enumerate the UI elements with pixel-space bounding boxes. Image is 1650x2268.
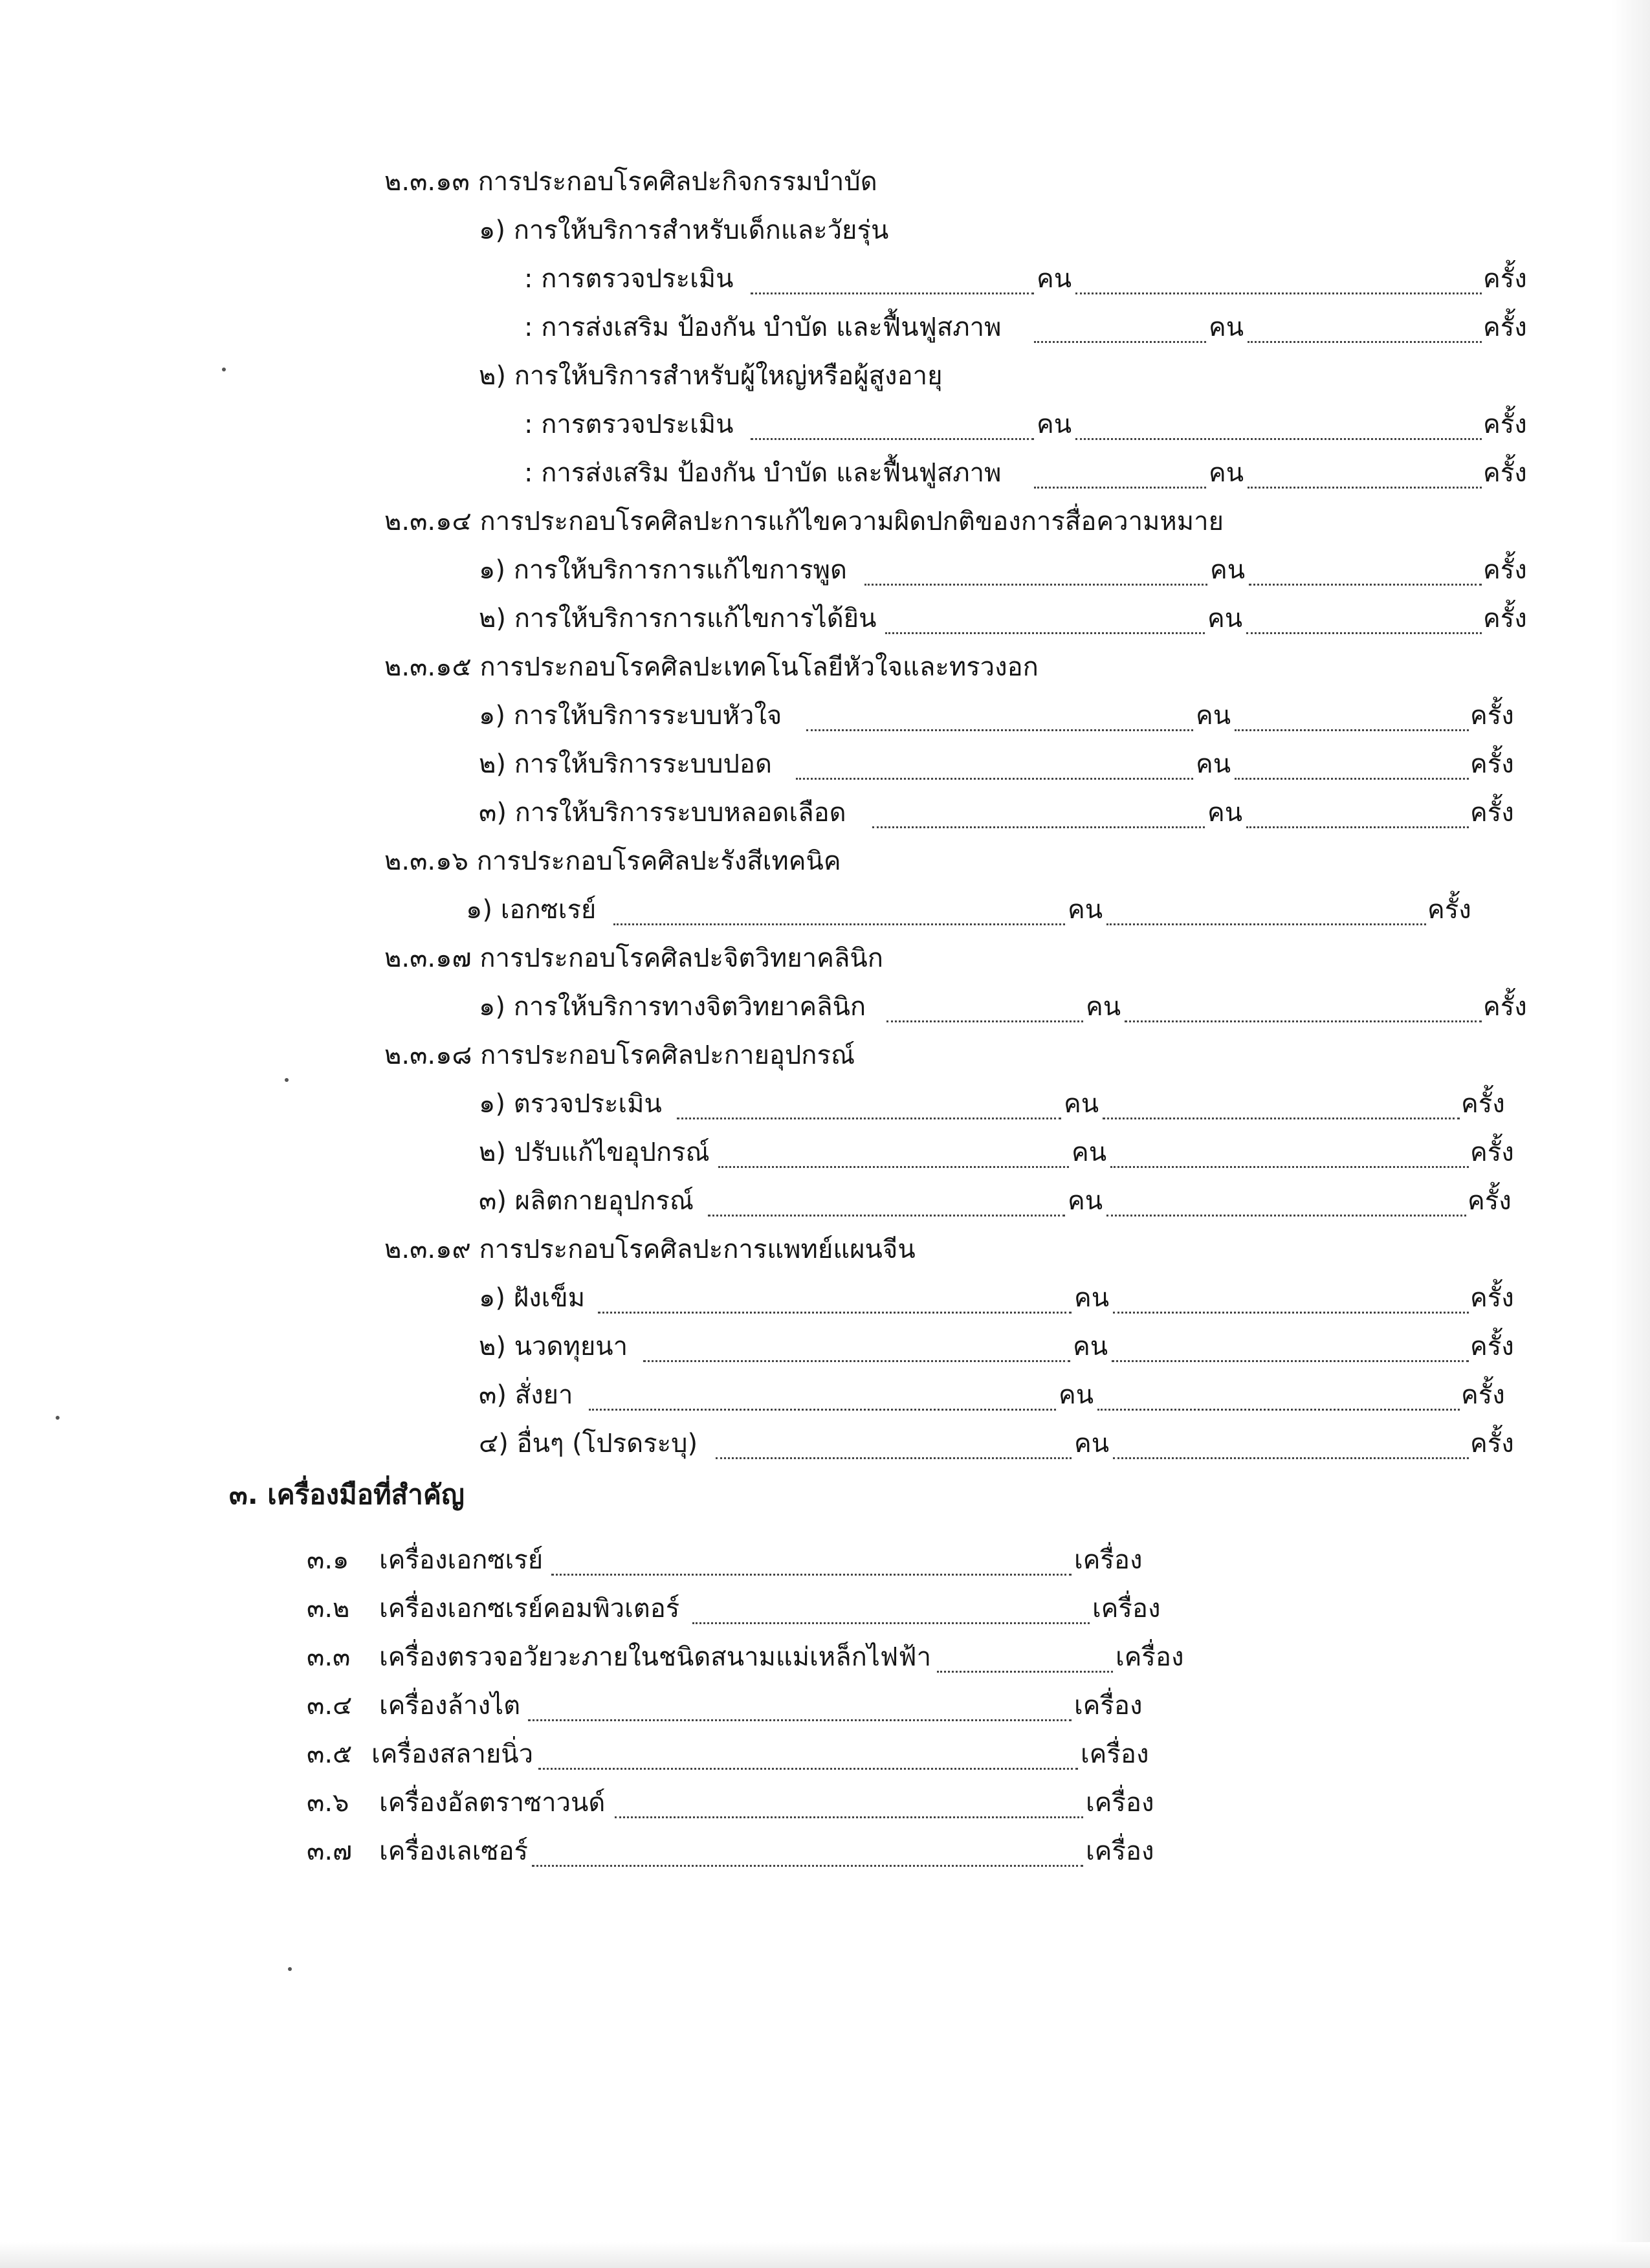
equipment-label: เครื่องสลายนิ่ว: [371, 1739, 534, 1769]
unit-times: ครั้ง: [1461, 1089, 1505, 1119]
unit-person: คน: [1209, 458, 1244, 488]
unit-machine: เครื่อง: [1086, 1836, 1154, 1866]
section-heading: ๒.๓.๑๖ การประกอบโรคศิลปะรังสีเทคนิค: [384, 846, 841, 876]
unit-times: ครั้ง: [1470, 1283, 1514, 1313]
unit-person: คน: [1086, 992, 1121, 1022]
equipment-label: เครื่องเอกซเรย์: [379, 1545, 544, 1575]
section-heading: ๒.๓.๑๗ การประกอบโรคศิลปะจิตวิทยาคลินิก: [384, 943, 883, 973]
times-count-field[interactable]: [1106, 1196, 1466, 1217]
times-count-field[interactable]: [1112, 1342, 1469, 1362]
machine-count-field[interactable]: [532, 1847, 1083, 1867]
scan-shadow-bottom: [0, 2242, 1650, 2268]
item-label: ๑) ตรวจประเมิน: [479, 1089, 662, 1119]
equipment-number: ๓.๕: [307, 1739, 353, 1769]
unit-machine: เครื่อง: [1086, 1788, 1154, 1818]
unit-machine: เครื่อง: [1081, 1739, 1149, 1769]
unit-times: ครั้ง: [1483, 458, 1527, 488]
unit-times: ครั้ง: [1483, 604, 1527, 633]
scan-speck: [222, 368, 226, 371]
equipment-label: เครื่องเลเซอร์: [379, 1836, 528, 1866]
person-count-field[interactable]: [864, 566, 1207, 586]
times-count-field[interactable]: [1249, 566, 1482, 586]
unit-times: ครั้ง: [1461, 1380, 1505, 1410]
times-count-field[interactable]: [1113, 1439, 1469, 1459]
times-count-field[interactable]: [1248, 468, 1482, 489]
person-count-field[interactable]: [613, 905, 1065, 925]
equipment-number: ๓.๔: [307, 1691, 353, 1721]
scan-speck: [56, 1416, 60, 1420]
scan-shadow-right: [1611, 0, 1650, 2268]
equipment-label: เครื่องตรวจอวัยวะภายในชนิดสนามแม่เหล็กไฟฟ้า: [379, 1642, 932, 1672]
unit-machine: เครื่อง: [1074, 1691, 1143, 1721]
person-count-field[interactable]: [1034, 468, 1206, 489]
unit-person: คน: [1207, 798, 1243, 828]
equipment-section-heading: ๓. เครื่องมือที่สำคัญ: [229, 1479, 465, 1510]
item-label: : การส่งเสริม ป้องกัน บำบัด และฟื้นฟูสภาพ: [524, 458, 1002, 488]
item-label: ๓) การให้บริการระบบหลอดเลือด: [479, 798, 846, 828]
item-label: ๑) การให้บริการทางจิตวิทยาคลินิก: [479, 992, 866, 1022]
scan-speck: [288, 1967, 292, 1971]
item-label: : การตรวจประเมิน: [524, 410, 734, 439]
person-count-field[interactable]: [598, 1294, 1072, 1314]
times-count-field[interactable]: [1248, 323, 1482, 343]
person-count-field[interactable]: [751, 274, 1034, 294]
unit-times: ครั้ง: [1483, 992, 1527, 1022]
person-count-field[interactable]: [872, 808, 1205, 828]
unit-machine: เครื่อง: [1092, 1594, 1161, 1624]
times-count-field[interactable]: [1125, 1002, 1482, 1022]
equipment-number: ๓.๗: [307, 1836, 353, 1866]
item-label: ๒) นวดทุยนา: [479, 1332, 628, 1361]
unit-times: ครั้ง: [1427, 895, 1471, 925]
item-label: ๑) การให้บริการการแก้ไขการพูด: [479, 555, 847, 585]
times-count-field[interactable]: [1075, 420, 1482, 440]
person-count-field[interactable]: [589, 1391, 1056, 1411]
unit-person: คน: [1074, 1429, 1110, 1459]
person-count-field[interactable]: [796, 760, 1193, 780]
unit-times: ครั้ง: [1483, 410, 1527, 439]
unit-times: ครั้ง: [1470, 1429, 1514, 1459]
unit-person: คน: [1068, 1186, 1103, 1216]
section-heading: ๒.๓.๑๕ การประกอบโรคศิลปะเทคโนโลยีหัวใจและทรวงอก: [384, 652, 1039, 682]
machine-count-field[interactable]: [551, 1556, 1072, 1576]
times-count-field[interactable]: [1106, 905, 1426, 925]
item-label: : การตรวจประเมิน: [524, 264, 734, 294]
person-count-field[interactable]: [708, 1196, 1065, 1217]
person-count-field[interactable]: [1034, 323, 1206, 343]
times-count-field[interactable]: [1246, 614, 1482, 634]
unit-person: คน: [1064, 1089, 1099, 1119]
item-label: ๑) เอกซเรย์: [466, 895, 597, 925]
item-label: ๒) ปรับแก้ไขอุปกรณ์: [479, 1138, 710, 1167]
item-label: ๓) สั่งยา: [479, 1380, 573, 1410]
unit-times: ครั้ง: [1470, 1332, 1514, 1361]
unit-times: ครั้ง: [1468, 1186, 1512, 1216]
person-count-field[interactable]: [716, 1439, 1072, 1459]
machine-count-field[interactable]: [615, 1798, 1083, 1818]
unit-times: ครั้ง: [1470, 749, 1514, 779]
item-label: ๑) การให้บริการสำหรับเด็กและวัยรุ่น: [479, 215, 889, 245]
equipment-label: เครื่องอัลตราซาวนด์: [379, 1788, 606, 1818]
section-heading: ๒.๓.๑๔ การประกอบโรคศิลปะการแก้ไขความผิดปกติของการสื่อความหมาย: [384, 507, 1224, 536]
times-count-field[interactable]: [1235, 711, 1469, 731]
equipment-number: ๓.๑: [307, 1545, 349, 1575]
person-count-field[interactable]: [885, 614, 1205, 634]
unit-person: คน: [1073, 1332, 1108, 1361]
unit-times: ครั้ง: [1483, 313, 1527, 342]
equipment-label: เครื่องล้างไต: [379, 1691, 521, 1721]
times-count-field[interactable]: [1075, 274, 1482, 294]
times-count-field[interactable]: [1103, 1099, 1460, 1119]
unit-times: ครั้ง: [1483, 264, 1527, 294]
machine-count-field[interactable]: [692, 1604, 1090, 1624]
person-count-field[interactable]: [751, 420, 1034, 440]
unit-person: คน: [1209, 313, 1244, 342]
unit-person: คน: [1037, 410, 1072, 439]
unit-person: คน: [1037, 264, 1072, 294]
equipment-number: ๓.๒: [307, 1594, 350, 1624]
person-count-field[interactable]: [643, 1342, 1070, 1362]
times-count-field[interactable]: [1097, 1391, 1460, 1411]
machine-count-field[interactable]: [937, 1653, 1113, 1673]
person-count-field[interactable]: [806, 711, 1193, 731]
unit-times: ครั้ง: [1470, 1138, 1514, 1167]
times-count-field[interactable]: [1113, 1294, 1469, 1314]
unit-person: คน: [1074, 1283, 1110, 1313]
item-label: ๒) การให้บริการการแก้ไขการได้ยิน: [479, 604, 877, 633]
unit-person: คน: [1196, 701, 1231, 731]
unit-person: คน: [1072, 1138, 1107, 1167]
equipment-number: ๓.๖: [307, 1788, 349, 1818]
item-label: ๒) การให้บริการระบบปอด: [479, 749, 772, 779]
times-count-field[interactable]: [1235, 760, 1469, 780]
person-count-field[interactable]: [718, 1148, 1069, 1168]
machine-count-field[interactable]: [528, 1701, 1072, 1721]
item-label: ๔) อื่นๆ (โปรดระบุ): [479, 1429, 698, 1459]
times-count-field[interactable]: [1246, 808, 1469, 828]
section-heading: ๒.๓.๑๓ การประกอบโรคศิลปะกิจกรรมบำบัด: [384, 167, 877, 197]
times-count-field[interactable]: [1110, 1148, 1469, 1168]
unit-person: คน: [1210, 555, 1246, 585]
item-label: : การส่งเสริม ป้องกัน บำบัด และฟื้นฟูสภาพ: [524, 313, 1002, 342]
unit-machine: เครื่อง: [1074, 1545, 1143, 1575]
scan-speck: [285, 1078, 289, 1082]
unit-machine: เครื่อง: [1116, 1642, 1184, 1672]
unit-times: ครั้ง: [1470, 798, 1514, 828]
item-label: ๒) การให้บริการสำหรับผู้ใหญ่หรือผู้สูงอายุ: [479, 361, 943, 391]
unit-times: ครั้ง: [1483, 555, 1527, 585]
section-heading: ๒.๓.๑๙ การประกอบโรคศิลปะการแพทย์แผนจีน: [384, 1235, 916, 1264]
unit-times: ครั้ง: [1470, 701, 1514, 731]
unit-person: คน: [1059, 1380, 1094, 1410]
item-label: ๑) การให้บริการระบบหัวใจ: [479, 701, 782, 731]
unit-person: คน: [1196, 749, 1231, 779]
unit-person: คน: [1068, 895, 1103, 925]
unit-person: คน: [1207, 604, 1243, 633]
equipment-number: ๓.๓: [307, 1642, 351, 1672]
machine-count-field[interactable]: [538, 1750, 1078, 1770]
equipment-label: เครื่องเอกซเรย์คอมพิวเตอร์: [379, 1594, 680, 1624]
person-count-field[interactable]: [886, 1002, 1083, 1022]
person-count-field[interactable]: [677, 1099, 1061, 1119]
section-heading: ๒.๓.๑๘ การประกอบโรคศิลปะกายอุปกรณ์: [384, 1040, 855, 1070]
item-label: ๑) ฝังเข็ม: [479, 1283, 586, 1313]
item-label: ๓) ผลิตกายอุปกรณ์: [479, 1186, 694, 1216]
